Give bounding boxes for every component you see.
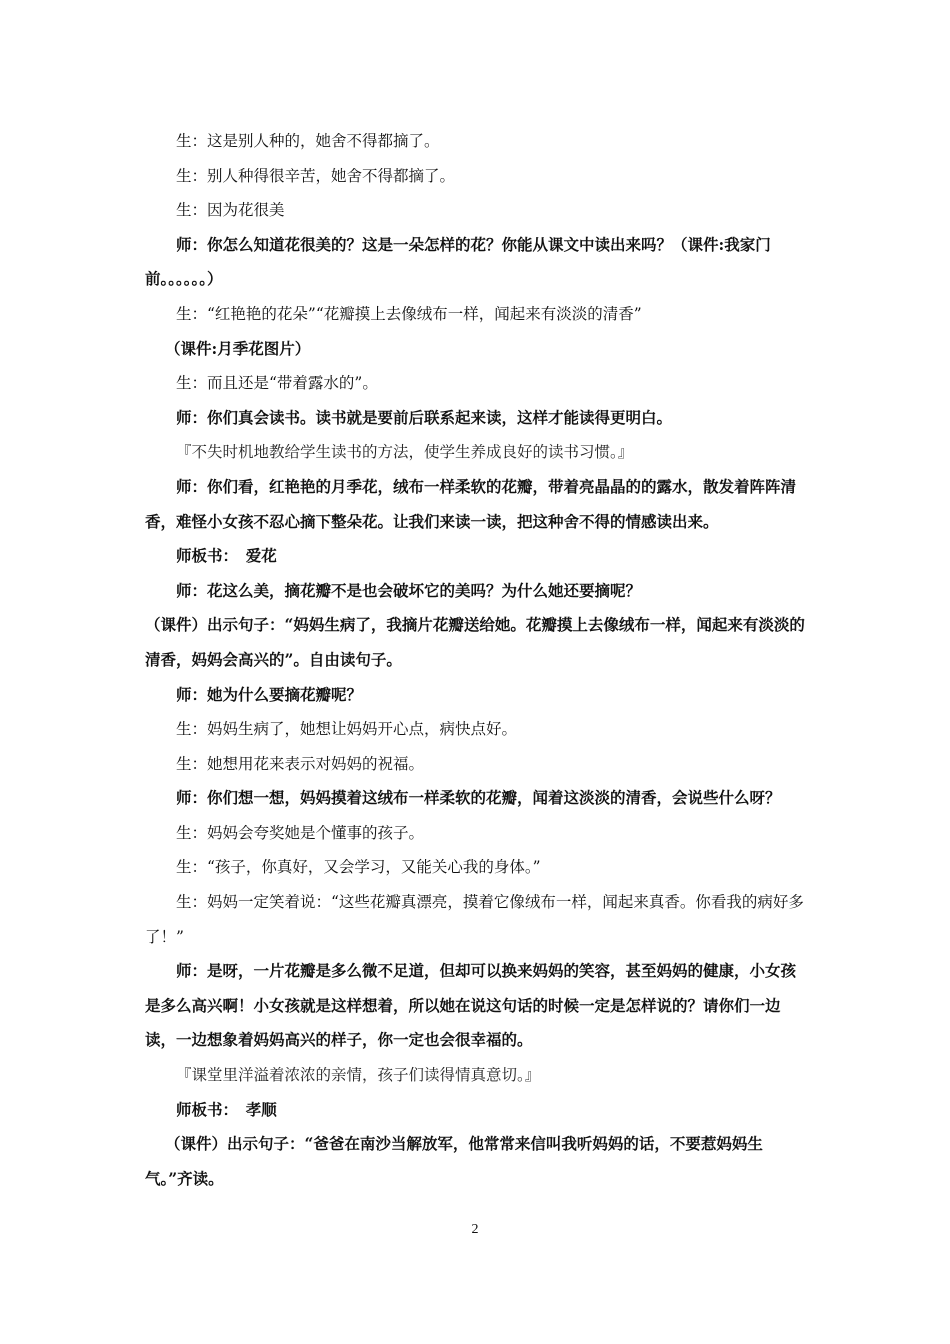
paragraph: 师：是呀，一片花瓣是多么微不足道，但却可以换来妈妈的笑容，甚至妈妈的健康，小女孩是多么高兴啊！小女孩就是这样想着，所以她在说这句话的时候一定是怎样说的？请你们一边读，一边想象着妈妈高兴的样子，你一定也会很幸福的。 xyxy=(145,961,797,1050)
paragraph: 师板书： 爱花 xyxy=(176,546,277,566)
paragraph: 生：妈妈生病了，她想让妈妈开心点，病快点好。 xyxy=(176,720,518,739)
paragraph: 『课堂里洋溢着浓浓的亲情，孩子们读得情真意切。』 xyxy=(176,1066,541,1085)
document-body xyxy=(145,124,809,1196)
paragraph: 生：妈妈会夸奖她是个懂事的孩子。 xyxy=(176,823,425,842)
paragraph: 师：你们真会读书。读书就是要前后联系起来读，这样才能读得更明白。 xyxy=(176,407,673,427)
paragraph: 师：她为什么要摘花瓣呢？ xyxy=(176,684,363,704)
paragraph: 师板书： 孝顺 xyxy=(176,1099,277,1119)
paragraph: 生：别人种得很辛苦，她舍不得都摘了。 xyxy=(176,166,456,185)
paragraph: 师：你怎么知道花很美的？这是一朵怎样的花？你能从课文中读出来吗？（课件:我家门前。。。。。。） xyxy=(145,234,771,289)
paragraph: （课件）出示句子：“妈妈生病了，我摘片花瓣送给她。花瓣摸上去像绒布一样，闻起来有淡淡的清香，妈妈会高兴的”。自由读句子。 xyxy=(145,615,805,669)
paragraph: 生：“红艳艳的花朵”“花瓣摸上去像绒布一样，闻起来有淡淡的清香” xyxy=(176,304,642,323)
paragraph: 师：你们想一想，妈妈摸着这绒布一样柔软的花瓣，闻着这淡淡的清香，会说些什么呀？ xyxy=(176,788,781,808)
paragraph: 『不失时机地教给学生读书的方法，使学生养成良好的读书习惯。』 xyxy=(176,443,634,462)
paragraph: 生：而且还是“带着露水的”。 xyxy=(176,374,378,393)
paragraph: 师：花这么美，摘花瓣不是也会破坏它的美吗？为什么她还要摘呢？ xyxy=(176,580,642,600)
paragraph: 师：你们看，红艳艳的月季花，绒布一样柔软的花瓣，带着亮晶晶的的露水，散发着阵阵清香，难怪小女孩不忍心摘下整朵花。让我们来读一读，把这种舍不得的情感读出来。 xyxy=(145,476,797,531)
paragraph: 生：“孩子，你真好，又会学习，又能关心我的身体。” xyxy=(176,858,541,877)
paragraph: 生：她想用花来表示对妈妈的祝福。 xyxy=(176,754,425,773)
paragraph: 生：妈妈一定笑着说：“这些花瓣真漂亮，摸着它像绒布一样，闻起来真香。你看我的病好多了！” xyxy=(145,893,804,946)
paragraph: （课件）出示句子：“爸爸在南沙当解放军，他常常来信叫我听妈妈的话，不要惹妈妈生气。”齐读。 xyxy=(145,1134,763,1188)
paragraph: 生：这是别人种的，她舍不得都摘了。 xyxy=(176,132,440,150)
paragraph: 生：因为花很美 xyxy=(176,201,285,220)
paragraph: （课件:月季花图片） xyxy=(165,338,311,358)
page-number: 2 xyxy=(471,1222,479,1237)
